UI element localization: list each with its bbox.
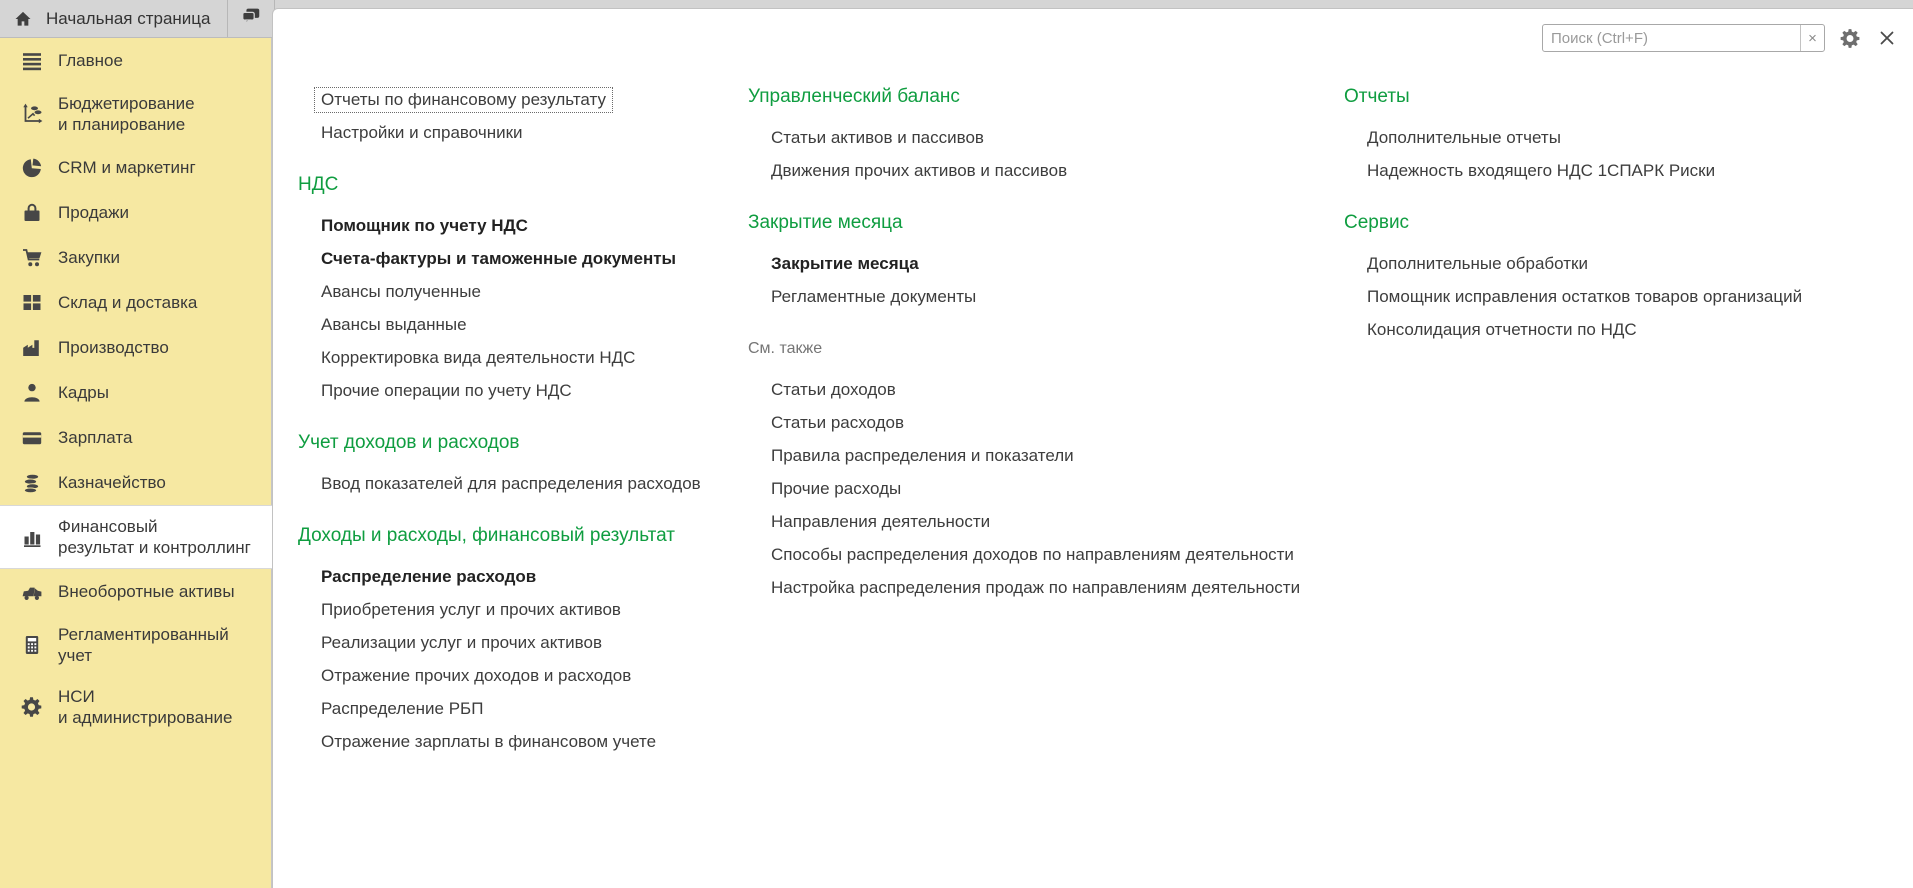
section-header: Учет доходов и расходов [298,431,520,453]
sidebar-item[interactable] [0,38,271,83]
cart-icon [20,246,44,270]
menu-link[interactable]: Прочие операции по учету НДС [321,380,572,400]
menu-link[interactable]: Дополнительные обработки [1367,253,1588,273]
pie-chart-icon [20,156,44,180]
home-icon [13,9,33,29]
sidebar-item-label: Кадры [58,383,109,402]
tab-home-page[interactable] [0,0,228,37]
gear-icon [20,695,44,719]
sidebar [0,38,272,888]
menu-link[interactable] [298,83,758,116]
menu-link[interactable]: Направления деятельности [771,511,991,531]
sidebar-item[interactable] [0,415,271,460]
person-icon [20,381,44,405]
menu-link[interactable]: Настройка распределения продаж по направлениям деятельности [771,577,1301,597]
menu-link[interactable]: Прочие расходы [771,478,902,498]
section-header: См. также [748,339,823,357]
sidebar-item[interactable] [0,460,271,505]
settings-gear-icon[interactable] [1838,26,1862,50]
menu-link[interactable]: Реализации услуг и прочих активов [321,632,602,652]
sidebar-item-label: Финансовый результат и контроллинг [58,517,251,557]
menu-link[interactable]: Распределение РБП [321,698,484,718]
sidebar-item-label: Закупки [58,248,120,267]
menu-link[interactable]: Консолидация отчетности по НДС [1367,319,1637,339]
menu-link[interactable]: Авансы полученные [321,281,481,301]
menu-link[interactable]: Статьи расходов [771,412,905,432]
section-header: НДС [298,173,339,195]
sidebar-item-label: Производство [58,338,169,357]
chart-coins-icon [20,102,44,126]
factory-icon [20,336,44,360]
panel-controls [1542,24,1899,52]
sidebar-item[interactable] [0,370,271,415]
sidebar-item[interactable] [0,569,271,614]
menu-link[interactable]: Надежность входящего НДС 1СПАРК Риски [1367,160,1716,180]
calculator-icon [20,633,44,657]
sidebar-item[interactable] [0,280,271,325]
menu-link[interactable]: Приобретения услуг и прочих активов [321,599,621,619]
warehouse-grid-icon [20,291,44,315]
tab-label: Начальная страница [46,8,211,28]
section-header: Отчеты [1344,85,1410,107]
menu-link[interactable]: Отражение прочих доходов и расходов [321,665,632,685]
menu-link[interactable]: Отражение зарплаты в финансовом учете [321,731,657,751]
menu-link[interactable]: Статьи активов и пассивов [771,127,984,147]
sidebar-item[interactable] [0,505,272,569]
section-header: Закрытие месяца [748,211,903,233]
menu-link[interactable]: Корректировка вида деятельности НДС [321,347,636,367]
menu-link[interactable]: Настройки и справочники [321,122,523,142]
menu-link[interactable]: Регламентные документы [771,286,977,306]
sidebar-item-label: Главное [58,51,123,70]
sidebar-item[interactable] [0,676,271,738]
menu-link[interactable]: Закрытие месяца [771,253,919,273]
hamburger-icon [20,49,44,73]
search-clear-button[interactable]: × [1800,25,1824,51]
sidebar-item[interactable] [0,145,271,190]
search-input[interactable] [1543,25,1800,51]
menu-link[interactable]: Движения прочих активов и пассивов [771,160,1068,180]
menu-column-1 [298,83,758,758]
search-box [1542,24,1825,52]
menu-link[interactable]: Авансы выданные [321,314,467,334]
close-icon[interactable] [1875,26,1899,50]
sidebar-item-label: Бюджетирование и планирование [58,94,195,134]
chat-icon [240,5,262,32]
menu-link[interactable]: Помощник по учету НДС [321,215,528,235]
sidebar-item-label: CRM и маркетинг [58,158,196,177]
menu-link[interactable]: Распределение расходов [321,566,537,586]
menu-column-3 [1344,80,1814,346]
focused-menu-link-label: Отчеты по финансовому результату [314,87,613,113]
menu-link[interactable]: Помощник исправления остатков товаров организаций [1367,286,1803,306]
menu-link[interactable]: Дополнительные отчеты [1367,127,1561,147]
section-header: Управленческий баланс [748,85,960,107]
menu-column-2 [748,80,1318,604]
sidebar-item-label: Регламентированный учет [58,625,229,665]
menu-link[interactable]: Счета-фактуры и таможенные документы [321,248,677,268]
bar-chart-icon [20,525,44,549]
sidebar-item-label: Казначейство [58,473,166,492]
sidebar-item-label: Внеоборотные активы [58,582,235,601]
discussions-button[interactable] [228,0,275,37]
section-header: Сервис [1344,211,1410,233]
sidebar-item[interactable] [0,614,271,676]
menu-link[interactable]: Статьи доходов [771,379,896,399]
sidebar-item[interactable] [0,190,271,235]
menu-link[interactable]: Ввод показателей для распределения расходов [321,473,701,493]
sidebar-item[interactable] [0,83,271,145]
payroll-card-icon [20,426,44,450]
sidebar-item-label: Продажи [58,203,129,222]
menu-link[interactable]: Способы распределения доходов по направлениям деятельности [771,544,1294,564]
sidebar-item-label: НСИ и администрирование [58,687,233,727]
sidebar-item[interactable] [0,235,271,280]
sidebar-item[interactable] [0,325,271,370]
section-header: Доходы и расходы, финансовый результат [298,524,676,546]
truck-icon [20,580,44,604]
main-panel [272,8,1913,888]
sidebar-item-label: Зарплата [58,428,133,447]
sidebar-item-label: Склад и доставка [58,293,198,312]
shopping-bag-icon [20,201,44,225]
coins-icon [20,471,44,495]
menu-link[interactable]: Правила распределения и показатели [771,445,1074,465]
